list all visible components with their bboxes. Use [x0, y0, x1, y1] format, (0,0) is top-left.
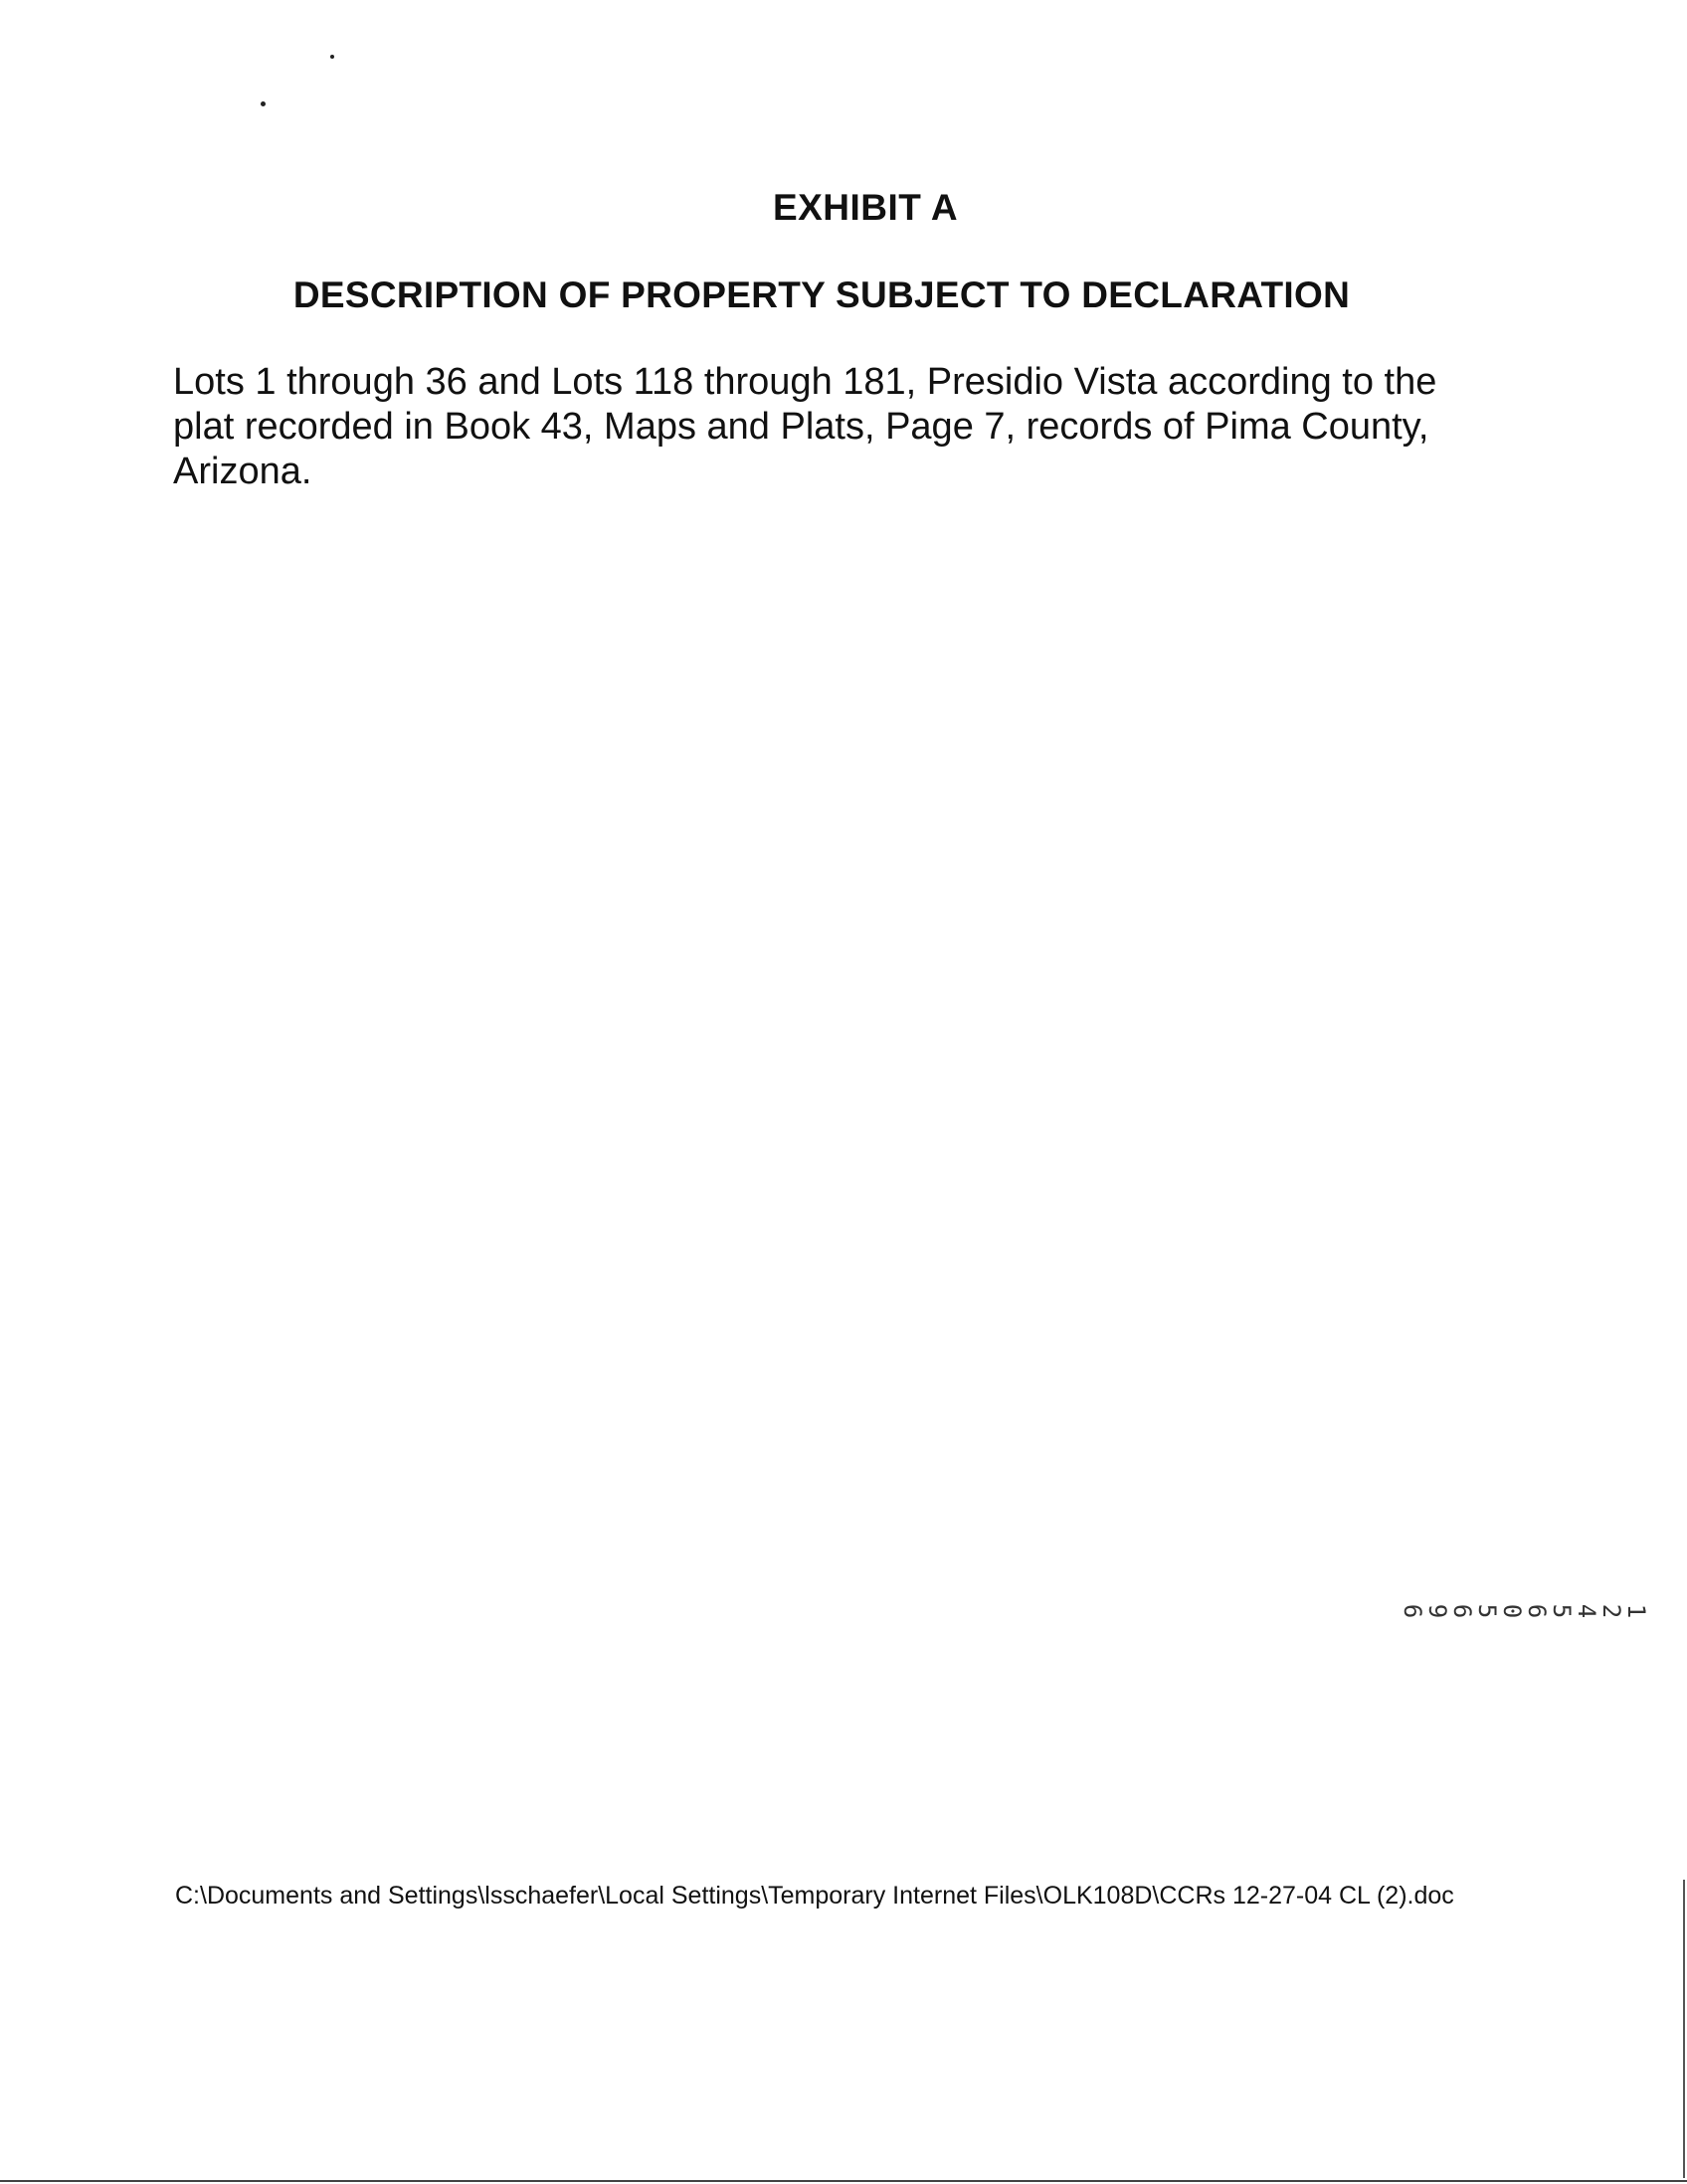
- file-path-footer: C:\Documents and Settings\lsschaefer\Local Settings\Temporary Internet Files\OLK108D\CCRs 12-27-04 CL (2).doc: [175, 1882, 1454, 1910]
- scan-edge-bottom: [0, 2180, 1687, 2182]
- exhibit-title: EXHIBIT A: [772, 187, 959, 228]
- scan-speck: [261, 101, 266, 106]
- recording-number-stamp: 12456 05696: [1399, 1603, 1650, 1619]
- scan-speck: [330, 55, 334, 59]
- scan-edge-right: [1683, 1880, 1685, 2178]
- property-description: Lots 1 through 36 and Lots 118 through 181, Presidio Vista according to the plat recorded in Book 43, Maps and Plats, Page 7, records of Pima County, Arizona.: [173, 361, 1437, 492]
- section-title: DESCRIPTION OF PROPERTY SUBJECT TO DECLARATION: [292, 274, 1351, 315]
